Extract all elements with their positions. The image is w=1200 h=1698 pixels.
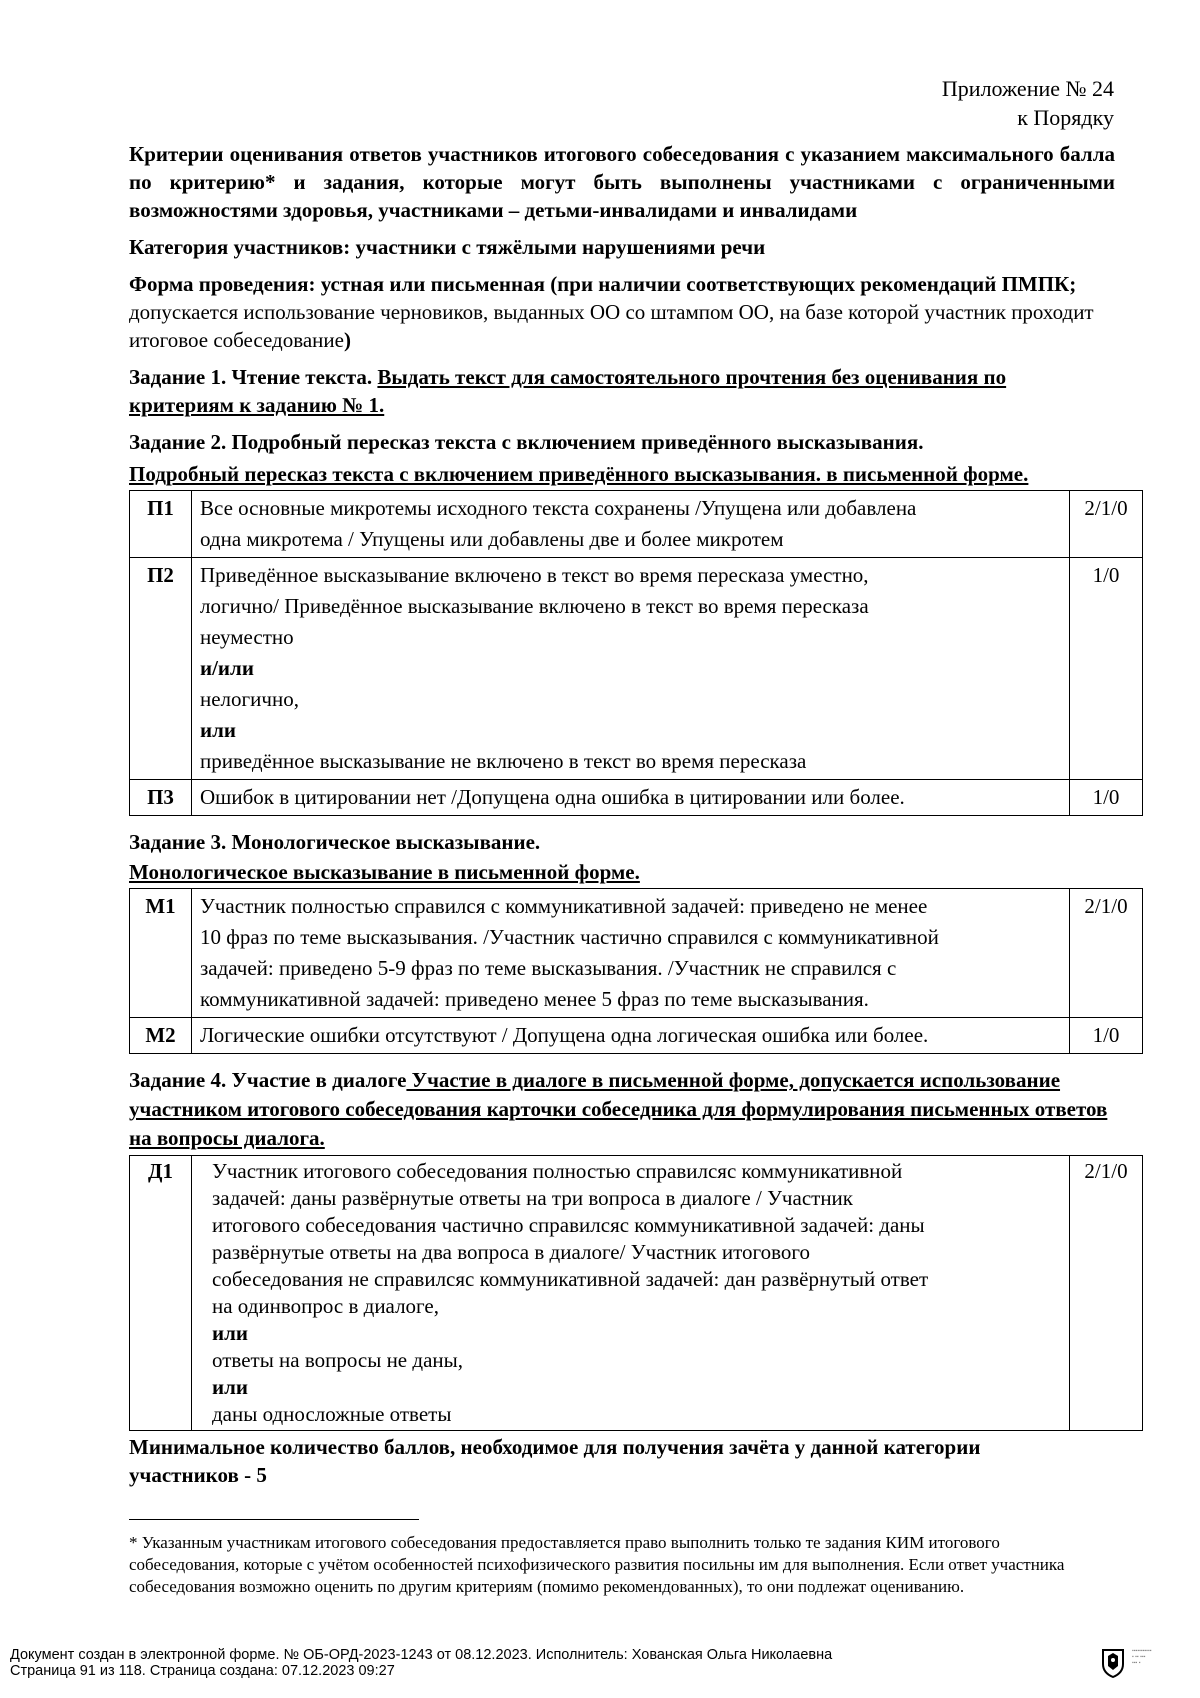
task4-instruction: Участие в диалоге в письменной форме, допускается использование участником итогового собеседования карточки собеседника для формулирования письменных ответов на вопросы диалога. — [129, 1068, 1108, 1150]
criterion-line: приведённое высказывание не включено в текст во время пересказа — [200, 749, 807, 773]
exam-form-normal: допускается использование черновиков, выданных ОО со штампом ОО, на базе которой участник проходит итоговое собеседование — [129, 300, 1094, 352]
criterion-line — [200, 622, 1061, 746]
task4-lead: Задание 4. Участие в диалоге — [129, 1068, 407, 1092]
criterion-line: задачей: приведено 5-9 фраз по теме высказывания. /Участник не справился с — [200, 956, 897, 980]
task3-heading — [129, 828, 1115, 886]
criterion-line: собеседования не справилсяс коммуникативной задачей: дан развёрнутый ответ — [212, 1267, 929, 1291]
criterion-line: Все основные микротемы исходного текста сохранены /Упущена или добавлена — [200, 496, 917, 520]
document-title: Критерии оценивания ответов участников итогового собеседования с указанием максимального балла по критерию* и задания, которые могут быть выполнены участниками с ограниченными возможностями здоровья, участниками – детьми-инвалидами и инвалидами — [129, 142, 1115, 222]
criterion-score: 1/0 — [1070, 780, 1143, 816]
criterion-score: 2/1/0 — [1070, 1156, 1143, 1431]
criterion-line: Участник итогового собеседования полностью справилсяс коммуникативной — [212, 1159, 903, 1183]
criterion-description — [192, 558, 1070, 780]
task1-lead: Задание 1. Чтение текста. — [129, 365, 378, 389]
criterion-code: П2 — [130, 558, 192, 780]
criterion-score: 2/1/0 — [1070, 889, 1143, 1018]
task3-lead: Задание 3. Монологическое высказывание. — [129, 830, 541, 854]
table-row — [130, 780, 1143, 816]
seal-caption-decoration: ▪▪▪▪▪▪▪▪▪▪▪ ▪ ▪▪ ▪▪▪ ▪▪▪ ▪ — [1132, 1648, 1152, 1666]
criterion-text: неуместно — [200, 625, 294, 649]
criterion-description — [192, 1018, 1070, 1054]
table-row — [130, 1018, 1143, 1054]
criterion-connector: или — [212, 1321, 248, 1345]
criterion-text: нелогично, — [200, 687, 299, 711]
criterion-line: Ошибок в цитировании нет /Допущена одна ошибка в цитировании или более. — [200, 785, 905, 809]
criterion-description — [192, 889, 1070, 1018]
criterion-line: задачей: даны развёрнутые ответы на три вопроса в диалоге / Участник — [212, 1186, 853, 1210]
task2-instruction: Подробный пересказ текста с включением приведённого высказывания. в письменной форме. — [129, 462, 1029, 486]
exam-form — [129, 270, 1115, 354]
coat-of-arms-icon — [1100, 1646, 1126, 1678]
criterion-line — [212, 1320, 1061, 1374]
criterion-connector: или — [212, 1375, 248, 1399]
participant-category: Категория участников: участники с тяжёлыми нарушениями речи — [129, 235, 766, 259]
criterion-score: 2/1/0 — [1070, 491, 1143, 558]
exam-form-bold: Форма проведения: устная или письменная (при наличии соответствующих рекомендаций ПМПК; — [129, 272, 1077, 296]
criterion-code: М2 — [130, 1018, 192, 1054]
criterion-text: даны односложные ответы — [212, 1402, 452, 1426]
criterion-code: Д1 — [130, 1156, 192, 1431]
criterion-description — [192, 1156, 1070, 1431]
criterion-code: М1 — [130, 889, 192, 1018]
task1-instruction: Выдать текст для самостоятельного прочтения без оценивания по критериям к заданию № 1. — [129, 365, 1007, 417]
footnote: * Указанным участникам итогового собеседования предоставляется право выполнить только те задания КИМ итогового собеседования, которые с учётом особенностей психофизического развития посильны им для выполнения. Если ответ участника собеседования возможно оценить по другим критериям (помимо рекомендованных), то они подлежат оцениванию. — [129, 1533, 1065, 1596]
page-info: Страница 91 из 118. Страница создана: 07.12.2023 09:27 — [10, 1663, 395, 1679]
document-info: Документ создан в электронной форме. № ОБ-ОРД-2023-1243 от 08.12.2023. Исполнитель: Хованская Ольга Николаевна — [10, 1647, 833, 1663]
exam-form-close: ) — [343, 328, 351, 352]
appendix-number: Приложение № 24 — [941, 76, 1114, 101]
document-body — [129, 140, 1128, 1498]
minimum-score-note: Минимальное количество баллов, необходимое для получения зачёта у данной категории участников - 5 — [129, 1435, 981, 1487]
task2-heading — [129, 428, 1115, 488]
criterion-line: Логические ошибки отсутствуют / Допущена одна логическая ошибка или более. — [200, 1023, 929, 1047]
criterion-line: итогового собеседования частично справилсяс коммуникативной задачей: даны — [212, 1213, 925, 1237]
criterion-line: Приведённое высказывание включено в текст во время пересказа уместно, — [200, 563, 869, 587]
task3-criteria-table — [129, 888, 1143, 1054]
document-metadata-footer — [10, 1647, 832, 1679]
criterion-connector: и/или — [200, 656, 254, 680]
criterion-description — [192, 780, 1070, 816]
criterion-score: 1/0 — [1070, 1018, 1143, 1054]
criterion-line — [212, 1374, 1061, 1428]
task4-heading — [129, 1066, 1115, 1153]
table-row — [130, 558, 1143, 780]
appendix-header — [942, 74, 1114, 132]
task3-instruction: Монологическое высказывание в письменной форме. — [129, 860, 640, 884]
criterion-code: П3 — [130, 780, 192, 816]
criterion-score: 1/0 — [1070, 558, 1143, 780]
criterion-description — [192, 491, 1070, 558]
criterion-line: развёрнутые ответы на два вопроса в диалоге/ Участник итогового — [212, 1240, 810, 1264]
table-row — [130, 1156, 1143, 1431]
appendix-reference: к Порядку — [1017, 105, 1114, 130]
criterion-connector: или — [200, 718, 236, 742]
criterion-line: на одинвопрос в диалоге, — [212, 1294, 439, 1318]
criterion-line: Участник полностью справился с коммуникативной задачей: приведено не менее — [200, 894, 928, 918]
task2-lead: Задание 2. Подробный пересказ текста с включением приведённого высказывания. — [129, 430, 924, 454]
criterion-line: логично/ Приведённое высказывание включено в текст во время пересказа — [200, 594, 869, 618]
table-row — [130, 889, 1143, 1018]
task1-heading — [129, 363, 1115, 419]
criterion-code: П1 — [130, 491, 192, 558]
table-row — [130, 491, 1143, 558]
criterion-line: 10 фраз по теме высказывания. /Участник частично справился с коммуникативной — [200, 925, 939, 949]
footnote-divider — [129, 1519, 419, 1520]
criterion-line: одна микротема / Упущены или добавлены две и более микротем — [200, 527, 784, 551]
criterion-line: коммуникативной задачей: приведено менее 5 фраз по теме высказывания. — [200, 987, 869, 1011]
task4-criteria-table — [129, 1155, 1143, 1431]
task2-criteria-table — [129, 490, 1143, 816]
criterion-text: ответы на вопросы не даны, — [212, 1348, 463, 1372]
